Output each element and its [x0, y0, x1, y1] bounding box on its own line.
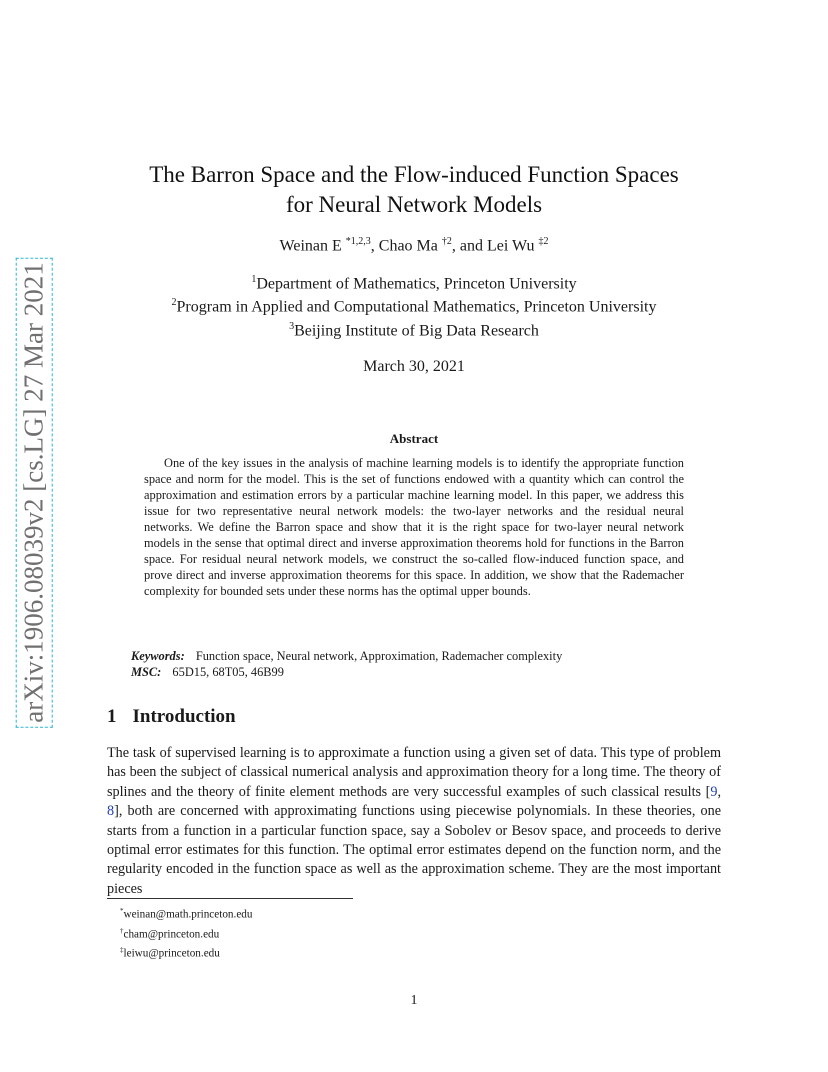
author-1-mark: *1,2,3 [345, 236, 371, 247]
page-number: 1 [410, 993, 418, 1008]
abstract-heading: Abstract [389, 431, 439, 446]
title-line-2: for Neural Network Models [285, 192, 543, 217]
author-list: Weinan E $^{*1,2,3}$, Chao Ma $^{\dagger 2}$, and Lei Wu $^{\ddagger 2}$ [279, 236, 549, 255]
section-number: 1 [107, 706, 117, 727]
paper-date: March 30, 2021 [363, 358, 465, 375]
keywords-label: Keywords: [131, 649, 185, 663]
paper-title [0, 160, 828, 220]
affiliations [0, 270, 828, 340]
affiliation: $^3$Beijing Institute of Big Data Research [289, 320, 539, 339]
author-3: and Lei Wu [459, 237, 535, 255]
citation-link[interactable]: 8 [107, 803, 115, 820]
keywords-block [131, 648, 691, 680]
title-line-1: The Barron Space and the Flow-induced Function Spaces [149, 162, 679, 187]
arxiv-identifier[interactable]: arXiv:1906.08039v2 [cs.LG] 27 Mar 2021 [16, 257, 53, 727]
author-2-mark: †2 [441, 236, 452, 247]
msc-line [131, 664, 691, 680]
footnote-rule [107, 898, 353, 899]
footnote: *weinan@math.princeton.edu [120, 907, 253, 921]
msc-label: MSC: [131, 665, 162, 679]
section-title: Introduction [132, 706, 236, 727]
abstract-text: One of the key issues in the analysis of machine learning models is to identify the appropriate function space and norm for the model. This is the set of functions endowed with a quantity which can control the approximation and estimation errors by a particular machine learning model. In this paper, we address this issue for two representative neural network models: the two-layer networks and the residual neural networks. We define the Barron space and show that it is the right space for two-layer neural network models in the sense that optimal direct and inverse approximation theorems hold for functions in the Barron space. For residual neural network models, we construct the so-called flow-induced function space, and prove direct and inverse approximation theorems for this space. In addition, we show that the Rademacher complexity for bounded sets under these norms has the optimal upper bounds. [144, 456, 684, 598]
msc-text: 65D15, 68T05, 46B99 [172, 665, 284, 679]
affiliation: $^1$Department of Mathematics, Princeton University [251, 274, 577, 293]
affiliation: $^2$Program in Applied and Computational Mathematics, Princeton University [171, 297, 657, 316]
footnote: †cham@princeton.edu [120, 926, 220, 941]
keywords-line [131, 648, 691, 664]
author-2: Chao Ma [378, 237, 438, 255]
footnotes [120, 903, 252, 962]
footnote: ‡leiwu@princeton.edu [120, 946, 220, 961]
citation-link[interactable]: 9 [710, 783, 718, 800]
body-paragraph: The task of supervised learning is to approximate a function using a given set of data. This type of problem has been the subject of classical numerical analysis and approximation theory for a long time. The theory of splines and the theory of finite element methods are very successful examples of such classical results [9, 8], both are concerned with approximating functions using piecewise polynomials. In these theories, one starts from a function in a particular function space, say a Sobolev or Besov space, and proceeds to derive optimal error estimates for this function. The optimal error estimates depend on the function norm, and the regularity encoded in the function space as well as the approximation scheme. They are the most important pieces [107, 745, 721, 897]
section-heading [107, 706, 236, 728]
author-3-mark: ‡2 [538, 236, 549, 247]
keywords-text: Function space, Neural network, Approximation, Rademacher complexity [195, 649, 563, 663]
author-1: Weinan E [279, 237, 342, 255]
